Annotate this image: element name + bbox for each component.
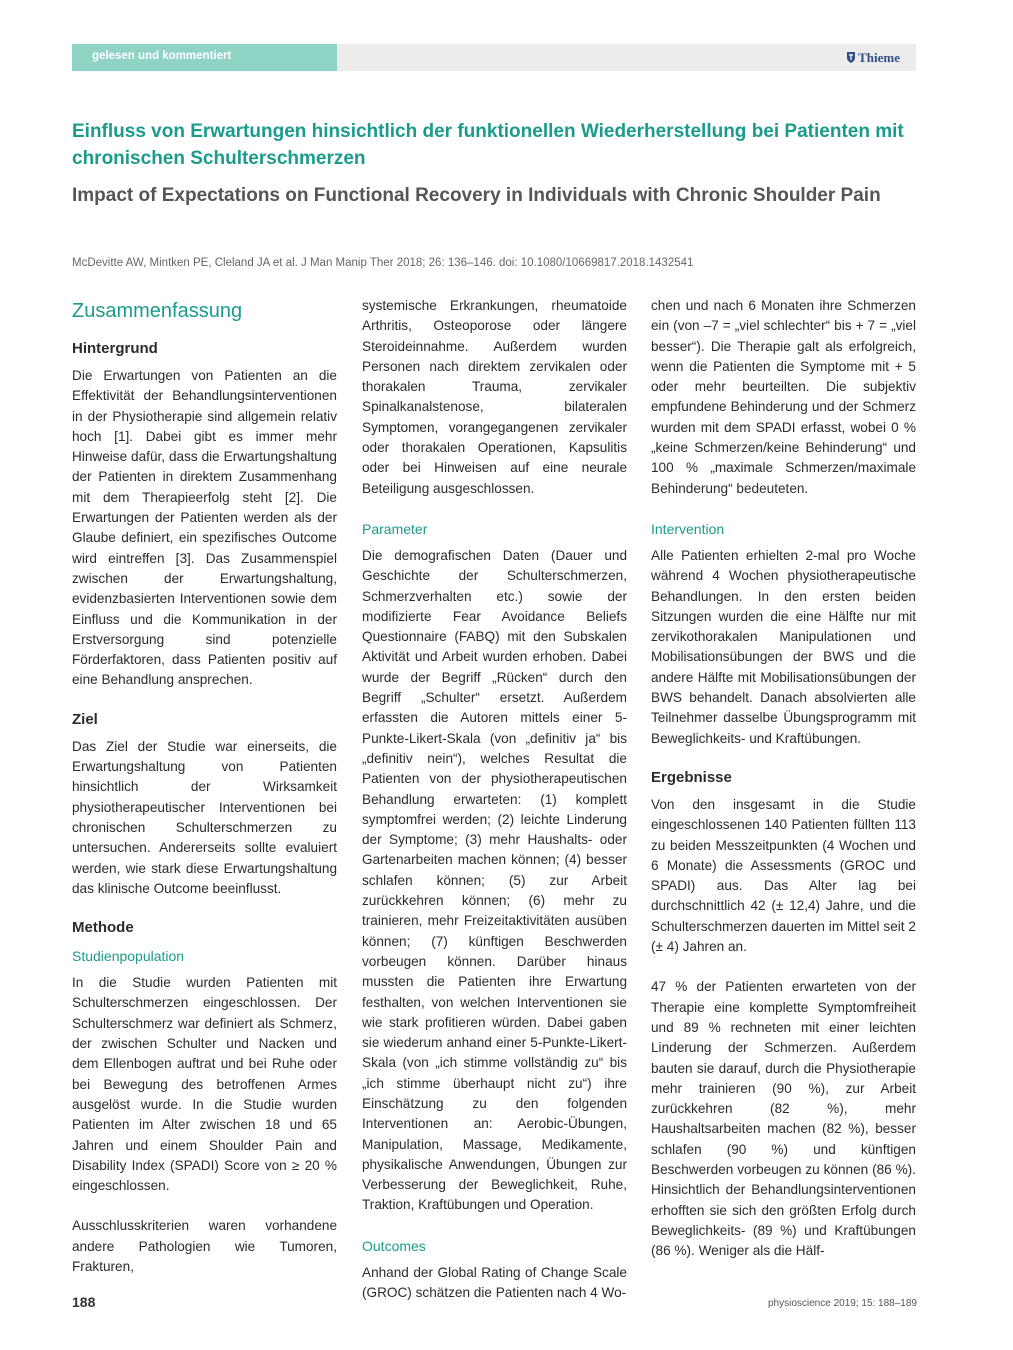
subheading-ziel: Ziel	[72, 710, 98, 728]
journal-reference: physioscience 2019; 15: 188–189	[767, 1298, 917, 1309]
paragraph-ausschluss: Ausschlusskriterien waren vorhandene andere Pathologien wie Tumoren, Frakturen,	[72, 1218, 337, 1274]
paragraph-outcomes: Anhand der Global Rating of Change Scale (GROC) schätzen die Patienten nach 4 Wo-	[362, 1264, 627, 1301]
subheading-studienpopulation: Studienpopulation	[72, 948, 185, 965]
column-1	[72, 296, 337, 1277]
paragraph-hintergrund: Die Erwartungen von Patienten an die Effektivität der Behandlungsinterventionen in der Physiotherapie sind allgemein relativ hoch [1]. Dabei gibt es immer mehr Hinweise dafür, dass die Erwartungshaltung der Patienten in direktem Zusammenhang mit dem Therapieerfolg steht [2]. Die Erwartungen der Patienten werden als der Glaube definiert, ein spezifisches Outcome wird eintreffen [3]. Das Zusammenspiel zwischen der Erwartungshaltung, evidenzbasierten Interventionen sowie dem Einfluss und die Kommunikation in der Erstversorgung sind potenzielle Förderfaktoren, dass Patienten positiv auf eine Behandlung ansprechen.	[72, 368, 337, 688]
paragraph-ergebnisse-2: 47 % der Patienten erwarteten von der Therapie eine komplette Symptomfreiheit und 89 % rechneten mit einer leichten Linderung der Schmerzen. Außerdem bauten sie darauf, durch die Physiotherapie mehr trainieren (90 %), zur Arbeit zurückkehren (82 %), mehr Haushaltsarbeiten machen (82 %), besser schlafen (90 %) und künftigen Beschwerden vorbeugen zu können (86 %). Hinsichtlich der Behandlungsinterventionen erhofften sie sich den größten Erfolg durch Beweglichkeits- (89 %) und Kraftübungen (86 %). Weniger als die Hälf-	[651, 979, 916, 1259]
section-tag: gelesen und kommentiert	[72, 44, 337, 71]
column-3	[651, 296, 916, 1261]
subheading-ergebnisse: Ergebnisse	[651, 768, 732, 786]
page-number: 188	[72, 1294, 96, 1310]
article-title-german: Einfluss von Erwartungen hinsichtlich der funktionellen Wiederherstellung bei Patienten mit chronischen Schulterschmerzen	[72, 121, 904, 169]
subheading-hintergrund: Hintergrund	[72, 340, 158, 357]
column-2	[362, 296, 627, 1303]
article-citation: McDevitte AW, Mintken PE, Cleland JA et al. J Man Manip Ther 2018; 26: 136–146. doi: 10.1080/10669817.2018.1432541	[72, 257, 694, 269]
paragraph-parameter: Die demografischen Daten (Dauer und Geschichte der Schulterschmerzen, Schmerzverhalten etc.) sowie der modifizierte Fear Avoidance Beliefs Questionnaire (FABQ) mit den Subskalen Aktivität und Arbeit wurden erhoben. Dabei wurde der Begriff „Rücken“ durch den Begriff „Schulter“ ersetzt. Außerdem erfassten die Autoren mittels einer 5-Punkte-Likert-Skala (von „definitiv ja“ bis „definitiv nein“), welches Resultat die Patienten von der physiotherapeutischen Behandlung erwarteten: (1) komplett symptomfrei werden; (2) leichte Linderung der Symptome; (3) mehr Haushalts- oder Gartenarbeiten machen können; (4) besser schlafen können; (5) zur Arbeit zurückkehren können; (6) mehr zu trainieren, mehr Freizeitaktivitäten ausüben können; (7) künftigen Beschwerden vorbeugen können. Darüber hinaus mussten die Patienten ihre Erwartung festhalten, von welchen Interventionen sie wie stark profitieren würden. Dabei gaben sie wiederum anhand einer 5-Punkte-Likert-Skala (von „ich stimme vollständig zu“ bis „ich stimme überhaupt nicht zu“) ihre Einschätzung zu den folgenden Interventionen an: Aerobic-Übungen, Manipulation, Massage, Medikamente, physikalische Anwendungen, Übungen zur Verbesserung der Beweglichkeit, Ruhe, Traktion, Kraftübungen und Operation.	[362, 547, 627, 1213]
subheading-methode: Methode	[72, 919, 134, 937]
paragraph-outcomes-continued: chen und nach 6 Monaten ihre Schmerzen ein (von –7 = „viel schlechter“ bis + 7 = „viel besser“). Die Therapie galt als erfolgreich, wenn die Patienten die Symptome mit + 5 oder mehr beurteilten. Die subjektiv empfundene Behinderung und der Schmerz wurden mit dem SPADI erfasst, wobei 0 % „keine Schmerzen/keine Behinderung“ und 100 % „maximale Schmerzen/maximale Behinderung“ bedeuteten.	[651, 298, 916, 496]
top-header-bar	[72, 44, 916, 71]
subheading-intervention: Intervention	[651, 520, 725, 537]
subheading-outcomes: Outcomes	[362, 1237, 426, 1254]
section-heading-zusammenfassung: Zusammenfassung	[72, 300, 243, 322]
publisher-logo	[846, 44, 900, 71]
publisher-name: Thieme	[858, 50, 900, 65]
article-title-english: Impact of Expectations on Functional Recovery in Individuals with Chronic Shoulder Pain	[72, 185, 881, 206]
thieme-emblem-icon	[846, 51, 856, 64]
paragraph-studienpopulation: In die Studie wurden Patienten mit Schulterschmerzen eingeschlossen. Der Schulterschmerz war definiert als Schmerz, der zwischen Schulter und Nacken und dem Ellenbogen auftrat und bei Ruhe oder bei Bewegung des betroffenen Armes ausgelöst wurde. In die Studie wurden Patienten im Alter zwischen 18 und 65 Jahren und einem Shoulder Pain and Disability Index (SPADI) Score von ≥ 20 % eingeschlossen.	[72, 975, 337, 1194]
subheading-parameter: Parameter	[362, 520, 428, 537]
paragraph-ziel: Das Ziel der Studie war einerseits, die Erwartungshaltung von Patienten hinsichtlich der Wirksamkeit physiotherapeutischer Interventionen bei chronischen Schulterschmerzen zu untersuchen. Andererseits sollte evaluiert werden, wie stark diese Erwartungshaltung das klinische Outcome beeinflusst.	[72, 738, 337, 896]
paragraph-ausschluss-continued: systemische Erkrankungen, rheumatoide Arthritis, Osteoporose oder längere Steroideinnahme. Außerdem wurden Personen nach direktem zervikalen oder thorakalen Trauma, zervikaler Spinalkanalstenose, bilateralen Symptomen, vorangegangenen zervikaler oder thorakalen Operationen, Kapsulitis oder bei Hinweisen auf eine neurale Beteiligung ausgeschlossen.	[362, 298, 627, 496]
paragraph-intervention: Alle Patienten erhielten 2-mal pro Woche während 4 Wochen physiotherapeutische Behandlungen. In den ersten beiden Sitzungen wurden die eine Hälfte nur mit zervikothorakalen Manipulationen und Mobilisationsübungen der BWS und die andere Hälfte mit Mobilisationsübungen der BWS behandelt. Danach absolvierten alle Teilnehmer dasselbe Übungsprogramm mit Beweglichkeits- und Kraftübungen.	[651, 547, 916, 746]
paragraph-ergebnisse: Von den insgesamt in die Studie eingeschlossenen 140 Patienten füllten 113 zu beiden Messzeitpunkten (4 Wochen und 6 Monate) die Assessments (GROC und SPADI) aus. Das Alter lag bei durchschnittlich 42 (± 12,4) Jahre, und die Schulterschmerzen dauerten im Mittel seit 2 (± 4) Jahren an.	[651, 796, 916, 955]
